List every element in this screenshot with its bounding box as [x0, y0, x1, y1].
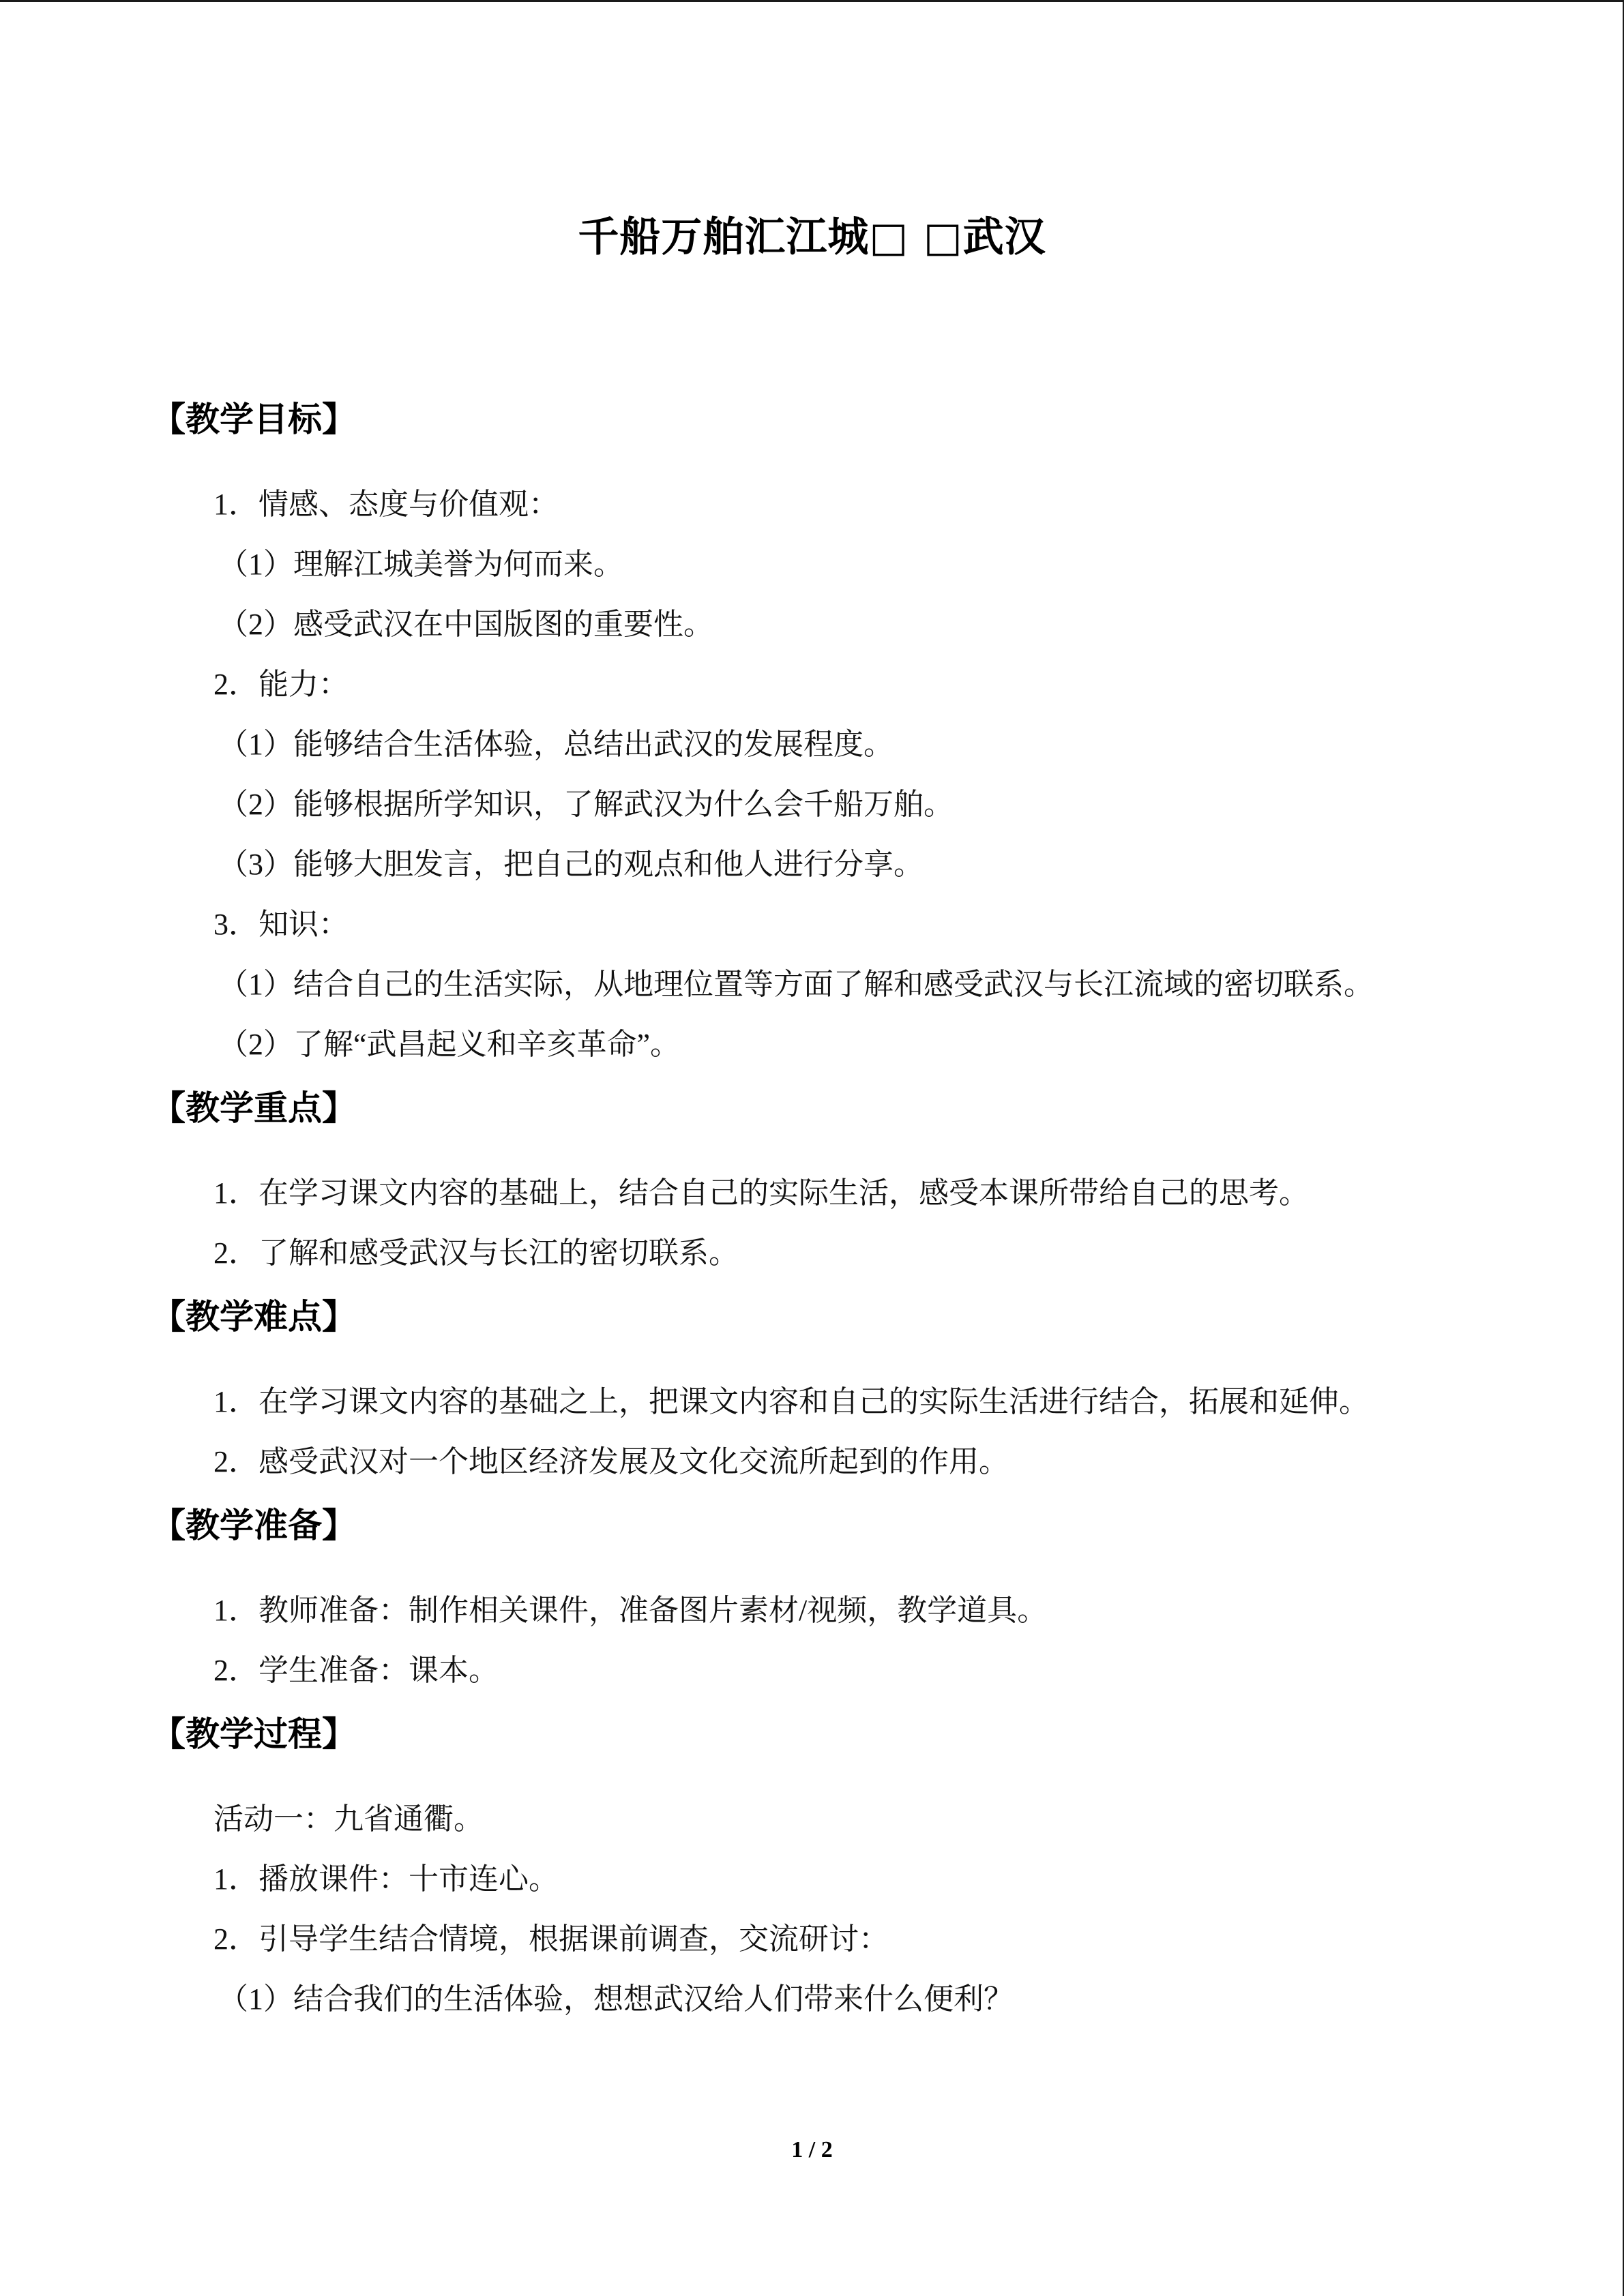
difficulty-line: 1．在学习课文内容的基础之上，把课文内容和自己的实际生活进行结合，拓展和延伸。 — [213, 1385, 1369, 1418]
preparation-line: 2．学生准备：课本。 — [213, 1654, 499, 1687]
preparation-line: 1．教师准备：制作相关课件，准备图片素材/视频，教学道具。 — [213, 1594, 1048, 1627]
objective-line: （3）能够大胆发言，把自己的观点和他人进行分享。 — [218, 848, 924, 881]
key-point-line: 2．了解和感受武汉与长江的密切联系。 — [213, 1236, 739, 1270]
objective-line: 1．情感、态度与价值观： — [213, 488, 559, 521]
objective-line: （2）能够根据所学知识，了解武汉为什么会千船万舶。 — [218, 788, 954, 821]
section-heading-difficulties: 【教学难点】 — [151, 1297, 356, 1337]
section-heading-preparation: 【教学准备】 — [151, 1506, 356, 1545]
objective-line: （2）了解“武昌起义和辛亥革命”。 — [218, 1028, 681, 1061]
objective-line: （1）理解江城美誉为何而来。 — [218, 548, 623, 581]
objective-line: 2．能力： — [213, 668, 349, 701]
objective-line: （1）能够结合生活体验，总结出武汉的发展程度。 — [218, 728, 894, 761]
document-title: 千船万舶汇江城□ □武汉 — [578, 213, 1046, 261]
difficulty-line: 2．感受武汉对一个地区经济发展及文化交流所起到的作用。 — [213, 1445, 1009, 1478]
objective-line: （1）结合自己的生活实际，从地理位置等方面了解和感受武汉与长江流域的密切联系。 — [218, 968, 1374, 1001]
objective-line: 3．知识： — [213, 908, 349, 941]
section-heading-key-points: 【教学重点】 — [151, 1088, 356, 1128]
section-heading-objectives: 【教学目标】 — [151, 400, 356, 439]
process-line: 1．播放课件：十市连心。 — [213, 1862, 559, 1896]
objective-line: （2）感受武汉在中国版图的重要性。 — [218, 608, 713, 641]
section-heading-process: 【教学过程】 — [151, 1714, 356, 1754]
process-line: （1）结合我们的生活体验，想想武汉给人们带来什么便利？ — [218, 1982, 1014, 2016]
process-line: 活动一：九省通衢。 — [213, 1802, 484, 1836]
process-line: 2．引导学生结合情境，根据课前调查，交流研讨： — [213, 1922, 889, 1956]
page-number: 1 / 2 — [791, 2137, 833, 2162]
key-point-line: 1．在学习课文内容的基础上，结合自己的实际生活，感受本课所带给自己的思考。 — [213, 1176, 1309, 1210]
